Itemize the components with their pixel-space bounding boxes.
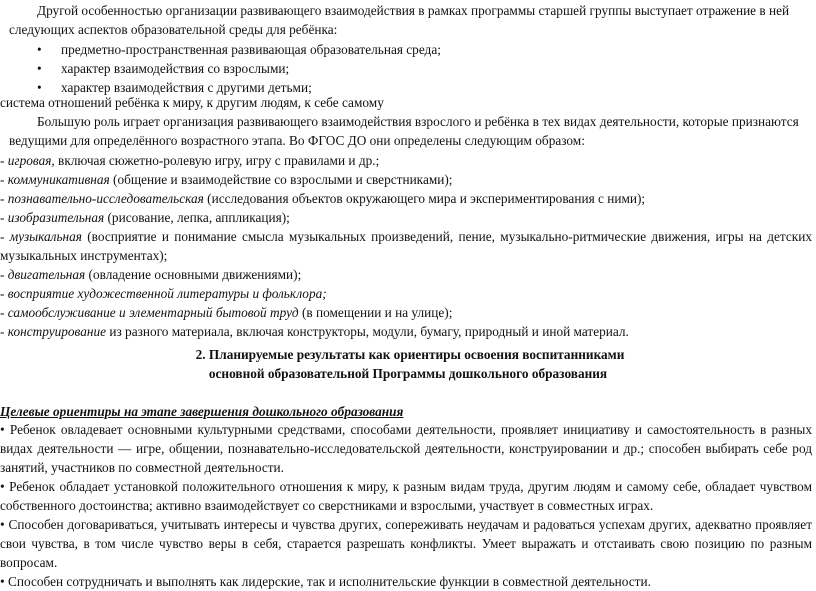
section-heading-line-1: 2. Планируемые результаты как ориентиры освоения воспитанниками — [195, 347, 625, 362]
activity-item: - двигательная (овладение основными движениями); — [0, 267, 302, 282]
role-line-1: Большую роль играет организация развивающего взаимодействия взрослого и ребёнка в тех видах деятельности, которые признаются — [37, 114, 799, 129]
role-line-2: ведущими для определённого возрастного этапа. Во ФГОС ДО они определены следующим образом: — [9, 133, 585, 148]
activity-item: - музыкальная (восприятие и понимание смысла музыкальных произведений, пение, музыкально-ритмические движения, игры на детских музыкальных инструментах); — [0, 229, 812, 263]
target-item: • Способен договариваться, учитывать интересы и чувства других, сопереживать неудачам и радоваться успехам других, адекватно проявляет свои чувства, в том числе чувство веры в себя, старается разрешать конфликты. Умеет выражать и отстаивать свою позицию по разным вопросам. — [0, 517, 812, 570]
activity-item: - конструирование из разного материала, включая конструкторы, модули, бумагу, природный и иной материал. — [0, 324, 629, 339]
role-paragraph — [0, 112, 816, 150]
activity-item: - игровая, включая сюжетно-ролевую игру, игру с правилами и др.; — [0, 153, 380, 168]
activity-item: - изобразительная (рисование, лепка, аппликация); — [0, 210, 290, 225]
list-item: • характер взаимодействия с другими детьми; — [37, 80, 312, 95]
activity-item: - восприятие художественной литературы и фольклора; — [0, 286, 327, 301]
section-heading — [0, 345, 816, 383]
activity-item: - познавательно-исследовательская (исследования объектов окружающего мира и экспериментирования с ними); — [0, 191, 646, 206]
list-item: • характер взаимодействия со взрослыми; — [37, 61, 290, 76]
bullet-icon: • — [37, 61, 42, 76]
intro-paragraph — [0, 1, 816, 39]
aspects-tail: система отношений ребёнка к миру, к другим людям, к себе самому — [0, 95, 384, 110]
target-item: • Ребенок обладает установкой положительного отношения к миру, к разным видам труда, другим людям и самому себе, обладает чувством собственного достоинства; активно взаимодействует со сверстниками и взрослыми, участвует в совместных играх. — [0, 479, 812, 513]
bullet-icon: • — [37, 42, 42, 57]
targets-list — [0, 420, 812, 591]
activity-item: - коммуникативная (общение и взаимодействие со взрослыми и сверстниками); — [0, 172, 453, 187]
intro-line-2: следующих аспектов образовательной среды для ребёнка: — [9, 22, 338, 37]
activity-item: - самообслуживание и элементарный бытовой труд (в помещении и на улице); — [0, 305, 453, 320]
target-item: • Ребенок овладевает основными культурными средствами, способами деятельности, проявляет инициативу и самостоятельность в разных видах деятельности — игре, общении, познавательно-исследовательской деятельности, конструировании и др.; способен выбирать себе род занятий, участников по совместной деятельности. — [0, 422, 812, 475]
list-item: • предметно-пространственная развивающая образовательная среда; — [37, 42, 441, 57]
aspects-list — [0, 40, 816, 97]
target-item: • Способен сотрудничать и выполнять как лидерские, так и исполнительские функции в совместной деятельности. — [0, 574, 651, 589]
section-heading-line-2: основной образовательной Программы дошкольного образования — [208, 366, 608, 381]
intro-line-1: Другой особенностью организации развивающего взаимодействия в рамках программы старшей группы выступает отражение в ней — [37, 3, 790, 18]
bullet-icon: • — [37, 80, 42, 95]
activities-list — [0, 151, 812, 341]
targets-title: Целевые ориентиры на этапе завершения дошкольного образования — [0, 404, 404, 419]
